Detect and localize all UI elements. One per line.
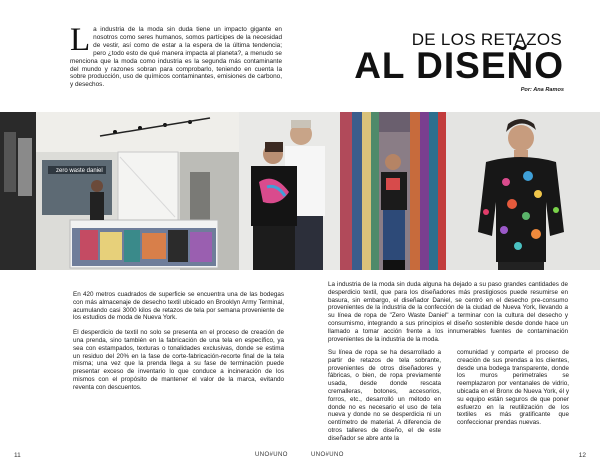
byline: Por: Ana Ramos	[520, 87, 564, 93]
brand-footer-right: UNO#UNO	[311, 452, 344, 458]
page-number-right: 12	[578, 452, 586, 459]
headline-line-1: DE LOS RETAZOS	[411, 30, 562, 49]
right-column-a	[328, 349, 441, 443]
brand-footer-left: UNO#UNO	[255, 452, 288, 458]
left-body-column	[73, 291, 284, 392]
left-paragraph-2: El desperdicio de textil no solo se presenta en el proceso de creación de una prenda, sino también en la fabricación de una tela en específico, ya sea con estampados, texturas o tonalidades exclusivas, donde se estima un residuo del 20% en la fase de corte-fabricación-recorte final de la tela misma; una vez que la prenda llega a su fase de terminación puede presentar exceso de inventario lo que conduce a incineración de los mismos con el propósito de mantener el valor de la marca, evitando reventa con descuentos.	[73, 329, 284, 391]
intro-text: a industria de la moda sin duda tiene un impacto gigante en nosotros como seres humanos, somos partícipes de la necesidad de vestir, así como de estar a la espera de la última tendencia; pero ¿todo esto de qué manera impacta al planeta?, a menudo se menciona que la moda como industria es la segunda más contaminante del mundo y razones sobran para comprobarlo, teniendo en cuenta la sobre producción, uso de químicos contaminantes, emisiones de carbono, y desechos.	[70, 26, 282, 89]
page-number-left: 11	[14, 452, 21, 459]
intro-paragraph	[70, 22, 282, 89]
photo-sweater-model	[446, 112, 600, 270]
photo-fabric-workshop	[340, 112, 446, 270]
photo-models	[239, 112, 340, 270]
right-column-a-text: Su línea de ropa se ha desarrollado a partir de retazos de tela sobrante, provenientes de otros diseñadores y fábricas, o bien, de ropa previamente usada, desde donde rescata cremalleras, botones, accesorios, forros, etc., desarrolló un método en donde no es necesario el uso de tela nueva y donde no se desperdicia ni un centímetro de material. A diferencia de otros talleres de diseño, el de este diseñador se abre ante la	[328, 349, 441, 442]
headline-line-2: AL DISEÑO	[354, 45, 564, 86]
right-top-text: La industria de la moda sin duda alguna ha dejado a su paso grandes cantidades de desperdicio textil, que para los diseñadores más prestigiosos puede resumirse en basura, sin embargo, el diseñador Daniel, se centró en el desecho pre-consumo provenientes de la industria de la confección de la ciudad de Nueva York, llevando a su línea de ropa de "Zero Waste Daniel" a terminar con la cultura del desecho y consumismo, integrando a sus principios el diseño sostenible desde donde hace un llamado a tomar acción frente a los innumerables fuentes de contaminación provenientes de la industria de la moda.	[328, 281, 568, 343]
drop-cap: L	[70, 22, 91, 58]
right-column-b	[457, 349, 569, 427]
right-intro-paragraph	[328, 281, 568, 343]
store-sign: zero waste daniel	[56, 168, 103, 174]
photo-store-interior	[0, 112, 239, 270]
left-paragraph-1: En 420 metros cuadrados de superficie se encuentra una de las bodegas con más almacenaje de desecho textil ubicado en Brooklyn Army Terminal, acumulando casi 3000 kilos de retazos de tela por semana proveniente de los estudios de moda de Nueva York.	[73, 291, 284, 322]
right-column-b-text: comunidad y comparte el proceso de creación de sus prendas a los clientes, desde una bodega transparente, donde los muros perimetrales se reemplazaron por ventanales de vidrio, ubicada en el Bronx de Nueva York, él y su equipo están seguros de que poner esfuerzo en la reutilización de los textiles es más gratificante que confeccionar prendas nuevas.	[457, 349, 569, 427]
